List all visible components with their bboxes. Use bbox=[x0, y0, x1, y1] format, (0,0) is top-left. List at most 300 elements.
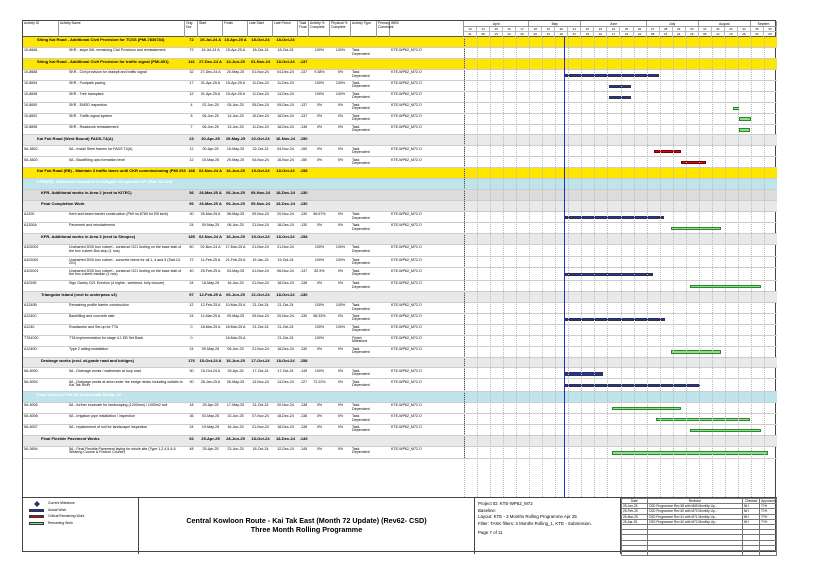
cell-lf: 18-Oct-24 bbox=[276, 37, 295, 43]
cell-dur: 23 bbox=[189, 135, 194, 141]
legend-label: Critical Remaining Work bbox=[48, 514, 85, 518]
cell-type: Task Dependent bbox=[352, 403, 370, 411]
cell-lf: 19-Oct-24 bbox=[277, 257, 294, 262]
activity-row bbox=[23, 114, 777, 125]
baseline: Baseline: bbox=[478, 507, 497, 513]
week-number: 18 bbox=[529, 27, 542, 32]
cell-ls: 21-Nov-24 bbox=[252, 245, 269, 249]
revision-cell: TYH bbox=[759, 504, 776, 509]
week-day: 01 bbox=[464, 32, 477, 37]
cell-name: 5A - irrigation pipe installation / inspection bbox=[69, 414, 136, 419]
cell-start: 26-Mar-25 A bbox=[200, 212, 221, 217]
cell-wbs: KTE-WP62_M72.O bbox=[391, 70, 422, 74]
week-gridline bbox=[660, 37, 661, 497]
revision-cell: 25-Apr-25 bbox=[622, 519, 648, 524]
cell-type: Task Dependent bbox=[352, 102, 370, 111]
activity-row bbox=[23, 303, 777, 314]
cell-lf: 18-Dec-24 bbox=[276, 190, 295, 196]
cell-wbs: KTE-WP62_M72.O bbox=[391, 403, 422, 408]
cell-pct: 9.38% bbox=[314, 70, 325, 74]
cell-start: 15-Oct-24 A bbox=[200, 368, 221, 373]
week-number: 24 bbox=[607, 27, 620, 32]
week-day: 05 bbox=[699, 32, 712, 37]
month-label: July bbox=[647, 21, 699, 27]
week-gridline bbox=[607, 37, 608, 497]
remaining-bar bbox=[612, 451, 769, 454]
cell-start: 26-Mar-25 A bbox=[199, 190, 222, 196]
week-number: 35 bbox=[751, 27, 764, 32]
cell-ls: 18-Oct-24 bbox=[251, 37, 270, 43]
cell-tf: -130 bbox=[299, 190, 308, 196]
wbs-title: Drainage works (excl. at-grade road and bridges) bbox=[41, 357, 134, 363]
cell-lf: 13-Dec-24 bbox=[277, 91, 294, 96]
legend-label: Actual Work bbox=[48, 507, 67, 512]
week-gridline bbox=[751, 37, 752, 497]
cell-dur: 60 bbox=[189, 245, 194, 249]
wbs-band bbox=[23, 135, 777, 146]
cell-id: A1200 bbox=[24, 212, 35, 217]
cell-phys: 100% bbox=[335, 257, 346, 262]
cell-name: 5A - Drainage works / watermain at loop road bbox=[69, 368, 141, 373]
cell-finish: 29-May-25 bbox=[226, 157, 245, 162]
cell-lf: 18-Dec-24 bbox=[277, 346, 294, 351]
week-gridline bbox=[634, 37, 635, 497]
cell-ls: 11-Dec-24 bbox=[252, 91, 269, 96]
cell-pct: 0% bbox=[316, 124, 323, 129]
cell-id: 10-8694 bbox=[24, 80, 38, 85]
cell-finish: 14-Jun-25 bbox=[226, 59, 245, 65]
cell-finish: 16-Jun-25 bbox=[227, 424, 244, 429]
cell-wbs: KTE-WP62_M72.O bbox=[391, 157, 422, 162]
cell-id: 5A-5694 bbox=[24, 446, 38, 451]
cell-start: 15-May-25 bbox=[201, 157, 220, 162]
cell-pct: 0% bbox=[316, 146, 323, 151]
wbs-band bbox=[23, 179, 777, 190]
cell-start: 09-May-25 bbox=[201, 346, 220, 351]
wbs-title: KFR- Additional works in Area 3 (next to Sinopec) bbox=[41, 234, 136, 240]
cell-finish: 14-Jun-25 bbox=[227, 113, 244, 118]
wbs-title: Shing Kai Road - Additional Civil Provision for TCSS (PMI-7836784) bbox=[37, 37, 165, 43]
cell-start: 06-Jun-25 bbox=[202, 113, 219, 118]
cell-start: 01-Apr-25 A bbox=[200, 91, 221, 96]
cell-pct: 100% bbox=[314, 91, 325, 96]
revision-cell: CSD Programme Rev 60 with M70 Monthly Up... bbox=[647, 509, 742, 514]
actual-bar bbox=[565, 372, 603, 375]
wbs-band bbox=[23, 292, 777, 303]
column-header-4: Finish bbox=[223, 21, 248, 37]
cell-wbs: KTE-WP62_M72.O bbox=[391, 48, 422, 53]
cell-ls: 18-Oct-24 bbox=[251, 435, 270, 441]
cell-ls: 11-Dec-24 bbox=[252, 124, 269, 129]
cell-name: 5A - Install Steel frames for FADS T4(A) bbox=[69, 146, 133, 151]
cell-dur: 0 bbox=[190, 335, 193, 340]
cell-phys: 0% bbox=[337, 346, 344, 351]
wbs-band bbox=[23, 392, 777, 403]
week-gridline bbox=[555, 37, 556, 497]
cell-id: A1240B bbox=[24, 303, 37, 307]
week-day: 06 bbox=[529, 32, 542, 37]
cell-phys: 0% bbox=[337, 223, 344, 228]
actual-bar bbox=[565, 384, 700, 387]
cell-pct: 58.33% bbox=[313, 313, 326, 318]
cell-phys: 0% bbox=[337, 102, 344, 107]
cell-ls: 19-Oct-24 bbox=[251, 168, 270, 174]
cell-lf: 18-Oct-24 bbox=[276, 292, 295, 298]
cell-type: Task Dependent bbox=[352, 146, 370, 155]
week-number: 28 bbox=[660, 27, 673, 32]
week-gridline bbox=[477, 37, 478, 497]
cell-finish: 15-Apr-25 A bbox=[225, 48, 246, 53]
wbs-title: Final Flexible Pavement Works bbox=[41, 435, 100, 441]
cell-ls: 11-Dec-24 bbox=[252, 80, 269, 85]
week-number: 15 bbox=[490, 27, 503, 32]
cell-finish: 23-Jun-25 bbox=[227, 446, 244, 451]
cell-id: 10-8696 bbox=[24, 124, 38, 129]
cell-name: Backfilling and concrete slab bbox=[69, 313, 115, 318]
cell-id: A102002 bbox=[24, 245, 39, 249]
title-line-2: Three Month Rolling Programme bbox=[250, 525, 363, 534]
column-header bbox=[23, 21, 777, 37]
cell-wbs: KTE-WP62_M72.O bbox=[391, 223, 422, 228]
cell-lf: 18-Oct-24 bbox=[277, 48, 294, 53]
cell-finish: 18-Mar-25 A bbox=[225, 335, 246, 340]
week-number: 27 bbox=[647, 27, 660, 32]
cell-pct: 0% bbox=[316, 346, 323, 351]
month-label: August bbox=[699, 21, 751, 27]
cell-type: Task Dependent bbox=[352, 446, 370, 455]
week-gridline bbox=[568, 37, 569, 497]
cell-name: Remaining profile barrier construction bbox=[69, 303, 129, 307]
cell-finish: 10-Jun-25 bbox=[227, 414, 244, 419]
cell-name: Type 2 railing installation bbox=[69, 346, 109, 351]
page-number: Page 7 of 11 bbox=[478, 530, 503, 536]
cell-dur: 176 bbox=[188, 357, 195, 363]
critical-work-swatch bbox=[29, 515, 44, 518]
cell-lf: 09-Dec-24 bbox=[277, 102, 294, 107]
cell-finish: 21-Feb-25 A bbox=[225, 257, 246, 262]
week-number: 33 bbox=[725, 27, 738, 32]
cell-id: TTA1020 bbox=[24, 335, 39, 340]
cell-ls: 09-Nov-24 bbox=[250, 201, 271, 207]
cell-wbs: KTE-WP62_M72.O bbox=[391, 335, 422, 340]
cell-finish: 26-May-25 bbox=[226, 379, 245, 384]
week-day: 17 bbox=[607, 32, 620, 37]
wbs-title: Kai Fuk Road (EB) - Maintain 3 traffic lanes until CKR commissioning (PMI 253 bbox=[37, 168, 186, 174]
milestone-icon bbox=[34, 501, 40, 507]
cell-id: A1300A bbox=[24, 223, 37, 228]
cell-start: 09-May-25 bbox=[201, 223, 220, 228]
cell-type: Task Dependent bbox=[352, 346, 370, 355]
cell-dur: 72 bbox=[189, 37, 194, 43]
week-number: 29 bbox=[673, 27, 686, 32]
cell-dur: 12 bbox=[189, 91, 194, 96]
cell-finish: 15-Apr-25 A bbox=[225, 91, 246, 96]
cell-start: 06-Jun-25 bbox=[202, 124, 219, 129]
cell-phys: 0% bbox=[337, 113, 344, 118]
week-day: 08 bbox=[477, 32, 490, 37]
cell-start: 30-Apr-25 bbox=[202, 146, 219, 151]
cell-name: Roadworks and Set-up for TTA bbox=[69, 324, 119, 329]
cell-phys: 100% bbox=[335, 48, 346, 53]
week-day: 09 bbox=[764, 32, 777, 37]
cell-ls bbox=[248, 392, 273, 402]
week-gridline bbox=[712, 37, 713, 497]
column-header-11: Primary Constraint bbox=[377, 21, 390, 37]
wbs-title: Shing Kai Road - Additional Civil Provision for traffic signal (PMI-891) bbox=[37, 59, 169, 65]
cell-start: 01-Apr-25 A bbox=[200, 80, 221, 85]
cell-pct: 100% bbox=[314, 368, 325, 373]
cell-type: Task Dependent bbox=[352, 223, 370, 231]
revision-cell: 25-Mar-25 bbox=[622, 514, 648, 519]
cell-ls: 31-Oct-24 bbox=[252, 403, 269, 408]
critical-bar bbox=[654, 150, 681, 153]
cell-ls: 21-Nov-24 bbox=[252, 346, 269, 351]
revision-cell: TYH bbox=[759, 514, 776, 519]
cell-dur: 36 bbox=[189, 414, 194, 419]
cell-name: 5A - Drainage works at area under the bridge decks including outfalls to Kai Tak River bbox=[69, 379, 183, 388]
cell-lf: 18-Dec-24 bbox=[277, 281, 294, 286]
project-info bbox=[475, 498, 621, 554]
cell-type: Task Dependent bbox=[352, 324, 370, 333]
wbs-band bbox=[23, 358, 777, 369]
cell-start bbox=[198, 179, 223, 189]
revision-table bbox=[621, 498, 777, 554]
cell-pct: 100% bbox=[314, 80, 325, 85]
cell-phys: 0% bbox=[337, 146, 344, 151]
cell-lf: 21-Oct-24 bbox=[277, 324, 294, 329]
cell-tf: -138 bbox=[299, 424, 308, 429]
cell-wbs: KTE-WP62_M72.O bbox=[391, 113, 422, 118]
cell-type: Task Dependent bbox=[352, 414, 370, 422]
cell-lf: 20-Nov-24 bbox=[277, 313, 294, 318]
cell-id: 5A-6000 bbox=[24, 368, 38, 373]
cell-pct: 100% bbox=[314, 245, 325, 249]
week-gridline bbox=[699, 37, 700, 497]
legend bbox=[23, 498, 139, 554]
cell-finish: 06-Jun-25 bbox=[226, 201, 245, 207]
revision-header: Date bbox=[622, 499, 648, 504]
remaining-bar bbox=[739, 117, 752, 120]
column-header-8: Activity % Complete bbox=[309, 21, 330, 37]
cell-ls: 19-Jan-24 bbox=[252, 257, 269, 262]
cell-start: 15-Oct-24 A bbox=[199, 357, 222, 363]
week-number: 30 bbox=[686, 27, 699, 32]
cell-type: Task Dependent bbox=[352, 48, 370, 56]
project-id: Project ID: KTE-WP62_M72 bbox=[478, 501, 533, 506]
cell-finish: 17-Mar-25 A bbox=[225, 245, 246, 249]
cell-finish: 18-Mar-25 A bbox=[225, 324, 246, 329]
schedule-page bbox=[22, 20, 776, 552]
cell-dur: 188 bbox=[188, 168, 195, 174]
week-number: 21 bbox=[568, 27, 581, 32]
cell-start: 27-Dec-24 A bbox=[199, 59, 222, 65]
revision-cell: NH bbox=[743, 519, 760, 524]
activity-row bbox=[23, 314, 777, 325]
cell-id: A1240C bbox=[24, 313, 37, 318]
cell-phys: 100% bbox=[335, 324, 346, 329]
cell-finish bbox=[223, 179, 248, 189]
cell-pct: 0% bbox=[316, 223, 323, 228]
cell-lf: 21-Oct-24 bbox=[277, 303, 294, 307]
cell-id: 10-8692 bbox=[24, 113, 38, 118]
cell-dur: 24 bbox=[189, 424, 194, 429]
cell-tf bbox=[298, 179, 309, 189]
cell-dur: 141 bbox=[188, 59, 195, 65]
cell-ls: 17-Oct-24 bbox=[251, 357, 270, 363]
activity-row bbox=[23, 212, 777, 223]
week-day: 24 bbox=[621, 32, 634, 37]
column-header-7: Total Float bbox=[298, 21, 309, 37]
cell-phys: 0% bbox=[337, 157, 344, 162]
cell-tf: -137 bbox=[299, 102, 308, 107]
cell-lf: 21-Nov-24 bbox=[277, 245, 294, 249]
data-date-line bbox=[564, 37, 565, 497]
cell-tf: -130 bbox=[299, 313, 308, 318]
column-header-10: Activity Type bbox=[351, 21, 377, 37]
cell-start: 11-Feb-25 A bbox=[200, 257, 221, 262]
revision-cell: CSD Programme Rev 62 with M72 Monthly Up... bbox=[647, 519, 742, 524]
timeline-header bbox=[464, 21, 777, 37]
cell-lf: 13-Dec-24 bbox=[277, 379, 294, 384]
wbs-band bbox=[23, 37, 777, 48]
cell-tf: -138 bbox=[299, 281, 308, 286]
cell-phys: 0% bbox=[337, 124, 344, 129]
cell-ls: 09-Nov-24 bbox=[252, 212, 269, 217]
cell-dur: 24 bbox=[189, 346, 194, 351]
cell-lf: 18-Dec-24 bbox=[277, 424, 294, 429]
month-label: April bbox=[464, 21, 529, 27]
activity-row bbox=[23, 223, 777, 234]
activity-row bbox=[23, 257, 777, 268]
cell-id: 10-8666 bbox=[24, 48, 38, 53]
cell-dur: 32 bbox=[189, 70, 194, 74]
week-day: 12 bbox=[712, 32, 725, 37]
cell-finish: 20-May-25 bbox=[226, 70, 245, 74]
cell-type: Task Dependent bbox=[352, 124, 370, 133]
cell-phys: 0% bbox=[337, 414, 344, 419]
week-number: 17 bbox=[516, 27, 529, 32]
cell-lf bbox=[273, 392, 298, 402]
column-header-6: Late Finish bbox=[273, 21, 298, 37]
activity-row bbox=[23, 403, 777, 414]
cell-id: A102001 bbox=[24, 268, 39, 273]
week-number: 20 bbox=[555, 27, 568, 32]
cell-wbs: KTE-WP62_M72.O bbox=[391, 313, 422, 318]
cell-type: Finish Milestone bbox=[352, 335, 368, 344]
cell-wbs: KTE-WP62_M72.O bbox=[391, 91, 422, 96]
cell-lf: 18-Dec-24 bbox=[277, 223, 294, 228]
cell-wbs: KTE-WP62_M72.O bbox=[391, 424, 422, 429]
cell-phys: 0% bbox=[337, 424, 344, 429]
cell-start: 18-Mar-25 A bbox=[200, 324, 221, 329]
activity-row bbox=[23, 48, 777, 59]
cell-finish: 13-Jun-25 bbox=[227, 124, 244, 129]
cell-type: Task Dependent bbox=[352, 257, 370, 266]
wbs-title: KFR(EB)- Additional measures to mitigate unexpected SP (Stat. 32-189) bbox=[37, 179, 173, 185]
week-gridline bbox=[725, 37, 726, 497]
cell-name: Pavement and reinstatement bbox=[69, 223, 115, 228]
legend-label: Current Milestone bbox=[48, 501, 75, 505]
cell-finish: 06-Jun-25 bbox=[227, 223, 244, 228]
week-number: 31 bbox=[699, 27, 712, 32]
activity-row bbox=[23, 92, 777, 103]
cell-name: 5A - further excavate for landscaping (1200mm) / 1000m2 soil bbox=[69, 403, 168, 408]
week-day: 27 bbox=[568, 32, 581, 37]
cell-pct: 82.5% bbox=[314, 268, 325, 273]
cell-tf: -137 bbox=[299, 59, 308, 65]
cell-tf: -137 bbox=[299, 113, 308, 118]
cell-finish: 06-Jun-25 bbox=[226, 190, 245, 196]
cell-lf: 06-Nov-24 bbox=[277, 268, 294, 273]
cell-finish bbox=[223, 392, 248, 402]
remaining-bar bbox=[739, 128, 750, 131]
cell-id: 5A-6005 bbox=[24, 403, 38, 408]
cell-finish: 06-Jun-25 bbox=[226, 292, 245, 298]
cell-id: 5A-6004 bbox=[24, 379, 38, 384]
cell-id: 5A-5822 bbox=[24, 146, 38, 151]
cell-tf: -137 bbox=[299, 268, 308, 273]
cell-start: 02-Nov-24 A bbox=[199, 234, 222, 240]
week-day: 03 bbox=[581, 32, 594, 37]
cell-lf: 18-Oct-24 bbox=[276, 234, 295, 240]
week-gridline bbox=[581, 37, 582, 497]
cell-phys: 0% bbox=[337, 403, 344, 408]
remaining-bar bbox=[671, 350, 721, 353]
cell-dur: 72 bbox=[189, 257, 194, 262]
week-gridline bbox=[764, 37, 765, 497]
cell-id: A1240 bbox=[24, 324, 35, 329]
cell-phys: 0% bbox=[337, 446, 344, 451]
cell-finish: 09-May-25 bbox=[226, 313, 245, 318]
cell-ls: 01-Nov-24 bbox=[252, 268, 269, 273]
cell-dur: 7 bbox=[190, 124, 193, 129]
footer bbox=[23, 497, 777, 553]
cell-dur: 24 bbox=[189, 313, 194, 318]
activity-row bbox=[23, 414, 777, 425]
wbs-title: Final works in Part 1E underneath Bridge 30 bbox=[37, 392, 121, 398]
cell-name: Sign Gantry G21 Erection (4 nights ; weekend, fully closure) bbox=[69, 281, 165, 286]
week-number: 32 bbox=[712, 27, 725, 32]
cell-ls: 09-Nov-24 bbox=[252, 313, 269, 318]
cell-finish: 15-Apr-25 A bbox=[224, 37, 247, 43]
week-number: 14 bbox=[477, 27, 490, 32]
filter: Filter: TASK filters: 3 Months Rolling_1, KTE - Submission. bbox=[478, 520, 592, 526]
revision-cell: TYH bbox=[759, 519, 776, 524]
cell-wbs: KTE-WP62_M72.O bbox=[391, 379, 422, 384]
cell-pct: 0% bbox=[316, 414, 323, 419]
cell-type: Task Dependent bbox=[352, 80, 370, 89]
week-day: 22 bbox=[673, 32, 686, 37]
cell-id: 5A-6007 bbox=[24, 424, 38, 429]
wbs-band bbox=[23, 190, 777, 201]
cell-ls: 21-Oct-24 bbox=[252, 324, 269, 329]
cell-pct: 100% bbox=[314, 303, 325, 307]
wbs-band bbox=[23, 201, 777, 212]
actual-bar bbox=[565, 216, 664, 219]
cell-type: Task Dependent bbox=[352, 281, 370, 289]
cell-lf: 21-Oct-24 bbox=[277, 335, 294, 340]
week-day: 15 bbox=[490, 32, 503, 37]
cell-name: SKR - Roadwork reinstatement bbox=[69, 124, 119, 129]
revision-cell: NH bbox=[743, 504, 760, 509]
week-number: 23 bbox=[594, 27, 607, 32]
cell-pct: 100% bbox=[314, 257, 325, 262]
cell-ls: 17-Oct-24 bbox=[252, 368, 269, 373]
cell-pct: 0% bbox=[316, 157, 323, 162]
cell-tf: -158 bbox=[299, 234, 308, 240]
cell-pct: 0% bbox=[316, 113, 323, 118]
cell-wbs: KTE-WP62_M72.O bbox=[391, 146, 422, 151]
